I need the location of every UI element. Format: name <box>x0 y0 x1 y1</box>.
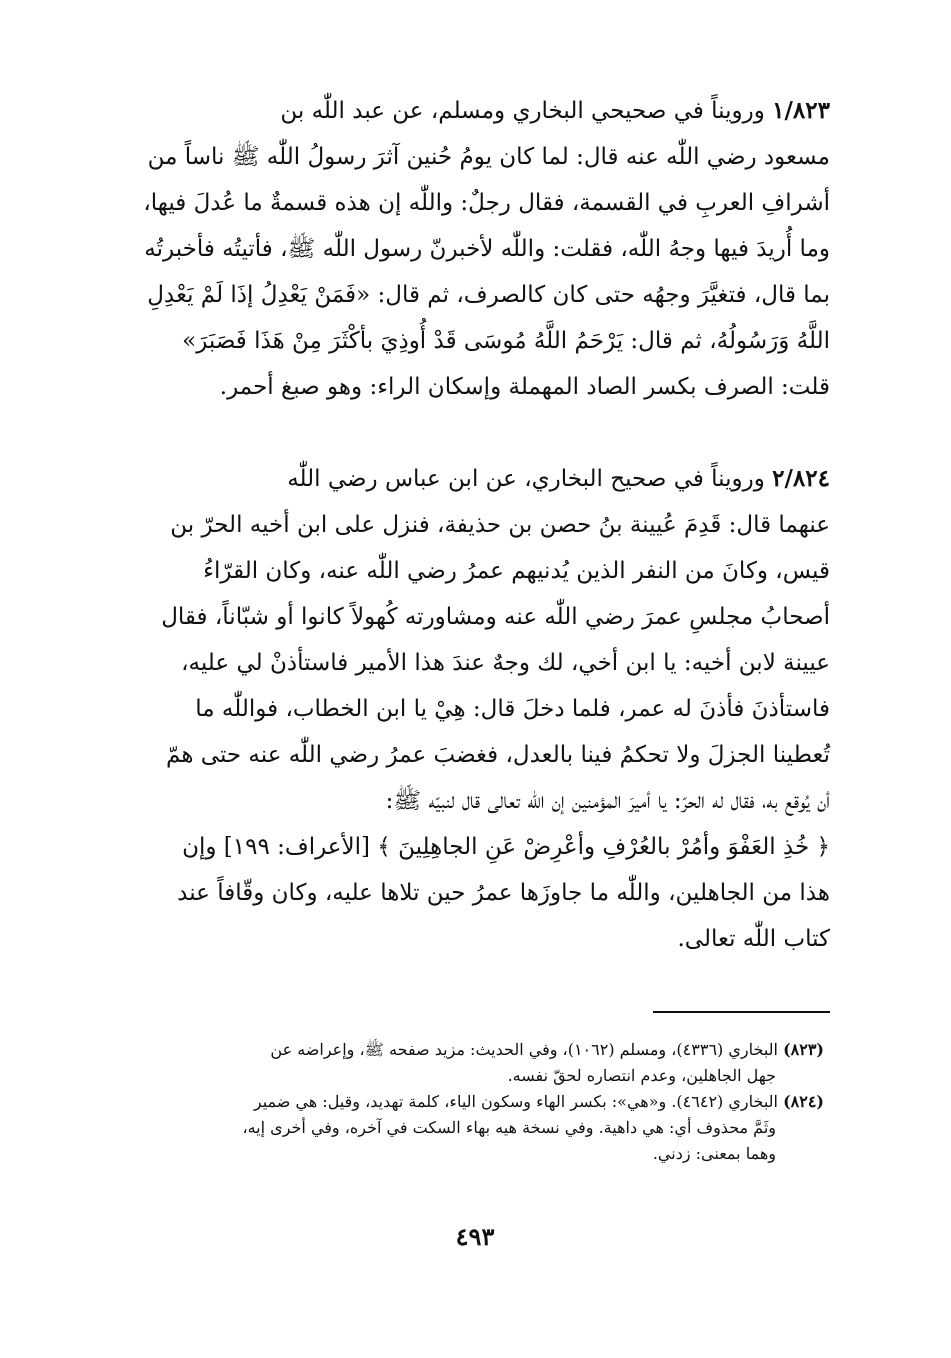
footnote-number: (٨٢٤) <box>783 1092 824 1111</box>
hadith-line: هذا من الجاهلين، واللّٰه ما جاوزَها عمرُ حين تلاها عليه، وكان وقّافاً عند <box>177 880 830 906</box>
hadith-paragraph-824 <box>130 456 830 962</box>
footnote-divider <box>653 1011 830 1013</box>
hadith-line: قلت: الصرف بكسر الصاد المهملة وإسكان الراء: وهو صبغ أحمر. <box>219 374 830 400</box>
footnote-line: وثَمَّ محذوف أي: هي داهية. وفي نسخة هيه بهاء السكت في آخره، وفي أخرى إيه، <box>242 1118 776 1137</box>
hadith-line: مسعود رضي اللّٰه عنه قال: لما كان يومُ حُنين آثرَ رسولُ اللّٰه ﷺ ناساً من <box>147 144 830 170</box>
hadith-line: أشرافِ العربِ في القسمة، فقال رجلٌ: واللّٰه إن هذه قسمةٌ ما عُدلَ فيها، <box>143 190 830 216</box>
hadith-line: عنهما قال: قَدِمَ عُيينة بنُ حصن بن حذيفة، فنزل على ابن أخيه الحرّ بن <box>170 512 830 538</box>
footnote-line: جهل الجاهلين، وعدم انتصاره لحقّ نفسه. <box>507 1066 776 1085</box>
hadith-line: عيينة لابن أخيه: يا ابن أخي، لك وجهٌ عندَ هذا الأمير فاستأذنْ لي عليه، <box>181 650 830 676</box>
hadith-number: ١/٨٢٣ <box>772 97 830 124</box>
hadith-line: فاستأذنَ فأذنَ له عمر، فلما دخلَ قال: هِيْ يا ابن الخطاب، فواللّٰه ما <box>195 696 830 722</box>
hadith-line: تُعطينا الجزلَ ولا تحكمُ فينا بالعدل، فغضبَ عمرُ رضي اللّٰه عنه حتى همّ <box>166 742 830 768</box>
hadith-line: وما أُريدَ فيها وجهُ اللّٰه، فقلت: واللّٰه لأخبرنّ رسول اللّٰه ﷺ، فأتيتُه فأخبرتُه <box>144 236 830 262</box>
hadith-line: ١/٨٢٣ ورويناً في صحيحي البخاري ومسلم، عن عبد اللّٰه بن <box>280 97 830 124</box>
footnote-line: (٨٢٣) البخاري (٤٣٣٦)، ومسلم (١٠٦٢)، وفي الحديث: مزيد صفحه ﷺ، وإعراضه عن <box>270 1040 824 1059</box>
hadith-line: ﴿ خُذِ العَفْوَ وأمُرْ بالعُرْفِ وأعْرِضْ عَنِ الجاهِلِينَ ﴾ [الأعراف: ١٩٩] وإن <box>182 834 830 860</box>
hadith-number: ٢/٨٢٤ <box>772 465 830 492</box>
hadith-paragraph-823 <box>130 88 830 410</box>
hadith-line: ٢/٨٢٤ ورويناً في صحيح البخاري، عن ابن عباس رضي اللّٰه <box>287 465 830 492</box>
footnote-line: وهما بمعنى: زدني. <box>652 1144 776 1163</box>
hadith-line: كتاب اللّٰه تعالى. <box>677 926 830 952</box>
hadith-line: أن يُوقع به، فقال له الحرّ: يا أميرَ المؤمنين إن اللّٰه تعالى قال لنبيّه ﷺ: <box>385 788 830 814</box>
page-number: ٤٩٣ <box>455 1222 495 1251</box>
footnote-823 <box>128 1037 824 1089</box>
hadith-line: أصحابُ مجلسِ عمرَ رضي اللّٰه عنه ومشاورته كُهولاً كانوا أو شبّاناً، فقال <box>161 604 830 630</box>
footnotes <box>128 1037 824 1167</box>
footnote-824 <box>128 1089 824 1167</box>
hadith-line: اللَّهُ وَرَسُولُهُ، ثم قال: يَرْحَمُ اللَّهُ مُوسَى قَدْ أُوذِيَ بأكْثَرَ مِنْ هَذَا فَصَبَرَ» <box>182 328 830 354</box>
hadith-line: قيس، وكانَ من النفر الذين يُدنيهم عمرُ رضي اللّٰه عنه، وكان القرّاءُ <box>203 558 830 584</box>
footnote-number: (٨٢٣) <box>783 1040 824 1059</box>
hadith-line: بما قال، فتغيَّرَ وجهُه حتى كان كالصرف، ثم قال: «فَمَنْ يَعْدِلُ إذَا لَمْ يَعْدِلِ <box>147 282 830 308</box>
footnote-line: (٨٢٤) البخاري (٤٦٤٢). و«هي»: بكسر الهاء وسكون الياء، كلمة تهديد، وقيل: هي ضمير <box>253 1092 824 1111</box>
